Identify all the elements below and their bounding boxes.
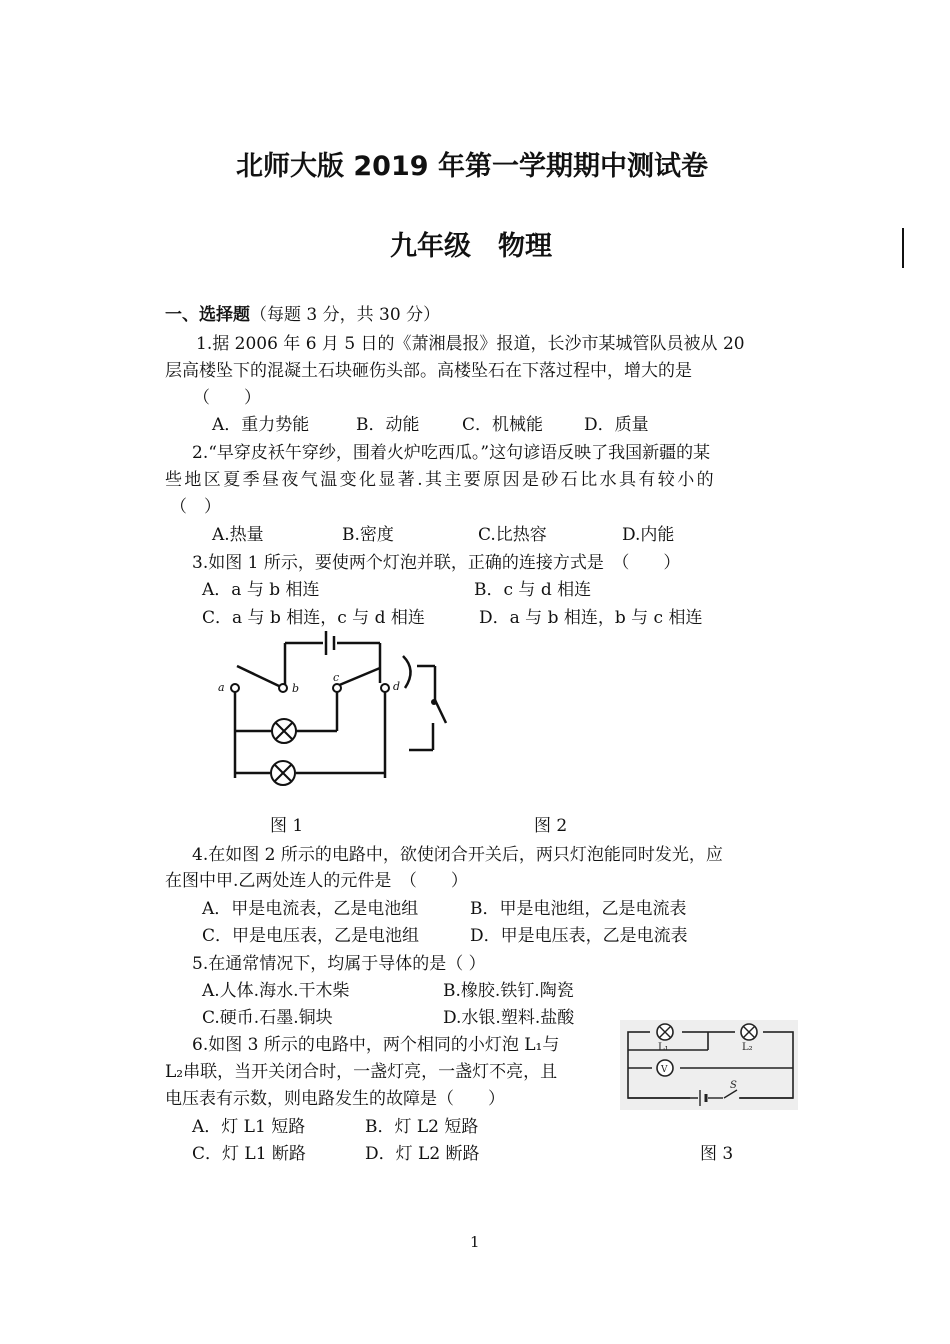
figure-1-caption: 图 1 — [270, 816, 304, 836]
q3-option-c: C．a 与 b 相连，c 与 d 相连 — [202, 608, 425, 628]
q4-option-a: A．甲是电流表，乙是电池组 — [202, 899, 419, 919]
q1-line-2: 层高楼坠下的混凝土石块砸伤头部。高楼坠石在下落过程中，增大的是 — [165, 361, 692, 381]
q6-option-c: C．灯 L1 断路 — [192, 1144, 306, 1164]
q2-option-c: C.比热容 — [478, 525, 547, 545]
margin-mark — [902, 228, 904, 268]
figure-3-caption: 图 3 — [700, 1144, 734, 1164]
fig1-label-c: c — [333, 671, 340, 684]
q6-line-2: L₂串联，当开关闭合时，一盏灯亮，一盏灯不亮，且 — [165, 1062, 558, 1082]
q3-option-d: D．a 与 b 相连，b 与 c 相连 — [479, 608, 703, 628]
q6-option-a: A．灯 L1 短路 — [192, 1117, 306, 1137]
q6-option-b: B．灯 L2 短路 — [365, 1117, 479, 1137]
q1-line-3: （ ） — [193, 388, 261, 408]
page-subtitle: 九年级 物理 — [390, 231, 552, 262]
fig3-label-v: V — [661, 1065, 668, 1075]
q5-option-c: C.硬币.石墨.铜块 — [202, 1008, 333, 1028]
figure-1-circuit — [205, 628, 665, 808]
q1-option-a: A．重力势能 — [212, 415, 310, 435]
q4-option-b: B．甲是电池组，乙是电流表 — [470, 899, 687, 919]
q1-option-b: B．动能 — [356, 415, 420, 435]
page-number: 1 — [470, 1233, 480, 1251]
q5-option-b: B.橡胶.铁钉.陶瓷 — [443, 981, 574, 1001]
q4-line-1: 4.在如图 2 所示的电路中，欲使闭合开关后，两只灯泡能同时发光，应 — [192, 845, 723, 865]
page-title: 北师大版 2019 年第一学期期中测试卷 — [236, 151, 708, 182]
q2-line-3: （ ） — [170, 497, 221, 517]
q1-option-d: D．质量 — [584, 415, 649, 435]
fig1-label-d: d — [393, 680, 401, 693]
section-heading — [165, 300, 440, 325]
q2-option-d: D.内能 — [622, 525, 675, 545]
q2-option-b: B.密度 — [342, 525, 394, 545]
q3-option-b: B．c 与 d 相连 — [474, 580, 592, 600]
q4-option-c: C．甲是电压表，乙是电池组 — [202, 926, 420, 946]
q6-line-3: 电压表有示数，则电路发生的故障是（ ） — [165, 1089, 505, 1109]
q4-option-d: D．甲是电压表，乙是电流表 — [470, 926, 688, 946]
q3-option-a: A．a 与 b 相连 — [202, 580, 320, 600]
figure-2-caption: 图 2 — [534, 816, 568, 836]
q2-line-1: 2.“早穿皮袄午穿纱，围着火炉吃西瓜。”这句谚语反映了我国新疆的某 — [192, 443, 711, 463]
fig1-label-b: b — [292, 682, 300, 695]
q5-option-d: D.水银.塑料.盐酸 — [443, 1008, 575, 1028]
fig3-label-s: S — [730, 1080, 737, 1091]
section-heading-label: 一、选择题 — [165, 305, 250, 325]
q2-option-a: A.热量 — [212, 525, 264, 545]
section-heading-note: （每题 3 分，共 30 分） — [250, 305, 441, 325]
q6-line-1: 6.如图 3 所示的电路中，两个相同的小灯泡 L₁与 — [192, 1035, 560, 1055]
fig3-label-l1: L₁ — [658, 1042, 669, 1053]
q1-line-1: 1.据 2006 年 6 月 5 日的《萧湘晨报》报道，长沙市某城管队员被从 20 — [196, 334, 745, 354]
figure-3-circuit — [620, 1020, 798, 1110]
q5-option-a: A.人体.海水.干木柴 — [202, 981, 350, 1001]
q1-option-c: C．机械能 — [462, 415, 544, 435]
q4-line-2: 在图中甲.乙两处连人的元件是 （ ） — [165, 871, 468, 891]
q2-line-2: 些地区夏季昼夜气温变化显著.其主要原因是砂石比水具有较小的 — [165, 470, 717, 490]
q3-line-1: 3.如图 1 所示，要使两个灯泡并联，正确的连接方式是 （ ） — [192, 553, 681, 573]
fig3-label-l2: L₂ — [742, 1042, 753, 1053]
q5-line-1: 5.在通常情况下，均属于导体的是（ ） — [192, 954, 486, 974]
q6-option-d: D．灯 L2 断路 — [365, 1144, 480, 1164]
fig1-label-a: a — [218, 681, 225, 694]
